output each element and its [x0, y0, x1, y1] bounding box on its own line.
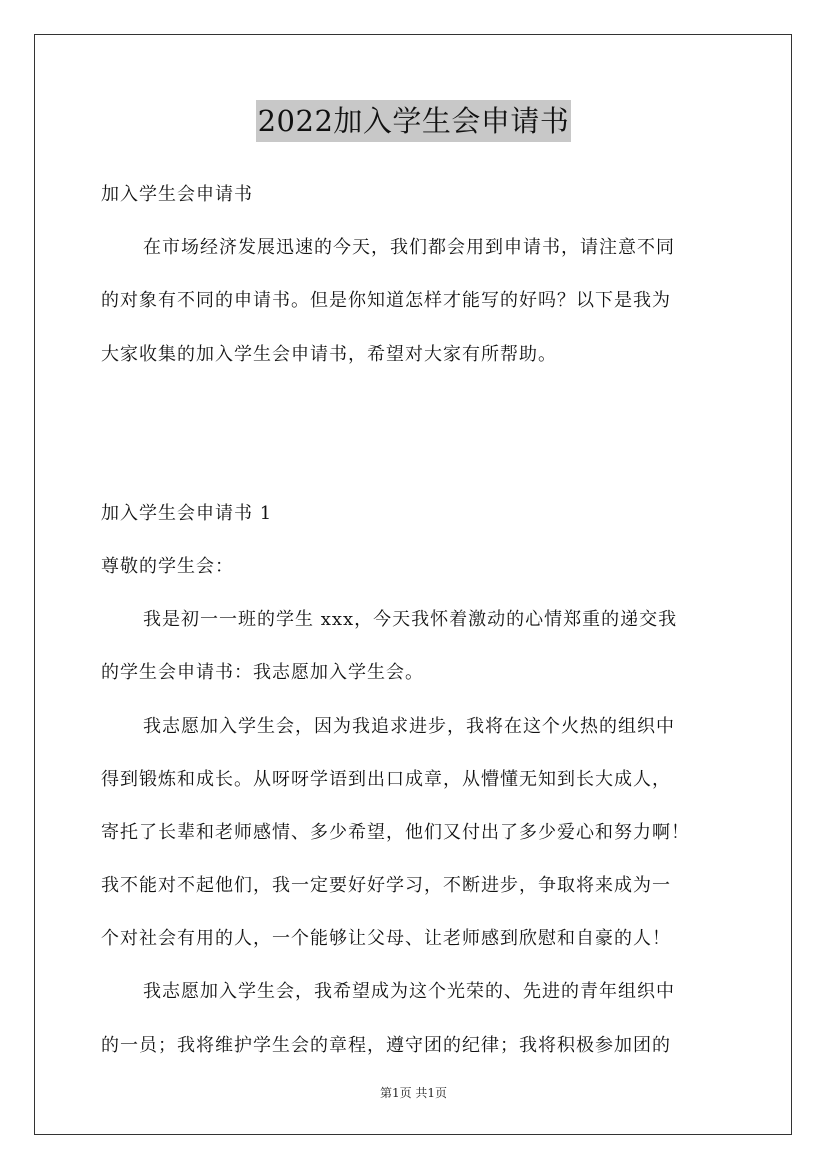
document-body — [101, 168, 731, 1072]
text-line: 我志愿加入学生会，因为我追求进步，我将在这个火热的组织中 — [143, 715, 675, 737]
text-line: 大家收集的加入学生会申请书，希望对大家有所帮助。 — [101, 343, 557, 365]
blank-line — [101, 381, 731, 487]
text-line: 加入学生会申请书 1 — [101, 502, 273, 524]
text-line: 寄托了长辈和老师感情、多少希望，他们又付出了多少爱心和努力啊！ — [101, 821, 690, 843]
text-line: 得到锻炼和成长。从呀呀学语到出口成章，从懵懂无知到长大成人， — [101, 768, 671, 790]
text-line: 尊敬的学生会： — [101, 555, 234, 577]
text-line: 我志愿加入学生会，我希望成为这个光荣的、先进的青年组织中 — [143, 981, 675, 1003]
page-number: 第1页 共1页 — [379, 1086, 448, 1100]
page-footer — [0, 1084, 827, 1101]
text-line: 的学生会申请书：我志愿加入学生会。 — [101, 662, 424, 684]
text-line: 在市场经济发展迅速的今天，我们都会用到申请书，请注意不同 — [143, 237, 675, 259]
text-line: 我不能对不起他们，我一定要好好学习，不断进步，争取将来成为一 — [101, 875, 671, 897]
text-line: 的一员；我将维护学生会的章程，遵守团的纪律；我将积极参加团的 — [101, 1034, 671, 1056]
text-line: 个对社会有用的人，一个能够让父母、让老师感到欣慰和自豪的人！ — [101, 928, 671, 950]
text-line: 的对象有不同的申请书。但是你知道怎样才能写的好吗？以下是我为 — [101, 290, 671, 312]
text-line: 我是初一一班的学生 xxx，今天我怀着激动的心情郑重的递交我 — [143, 609, 678, 631]
text-line: 加入学生会申请书 — [101, 184, 253, 205]
document-title: 2022加入学生会申请书 — [256, 100, 572, 142]
title-container — [0, 100, 827, 142]
